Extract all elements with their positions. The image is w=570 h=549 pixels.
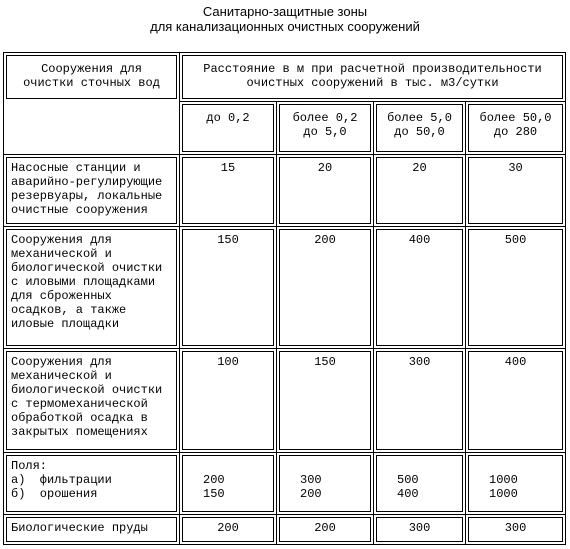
row-text-line: Поля: [11, 459, 48, 473]
subheader-line-2: до 50,0 [394, 125, 445, 139]
value-cell [466, 453, 566, 515]
cell-value: 150 [203, 487, 225, 501]
row-text-line: для сброженных [11, 289, 112, 303]
header-distance-line-2: очистных сооружений в тыс. м3/сутки [246, 76, 499, 90]
row-name-cell [4, 155, 180, 227]
row-text-line: механической и [11, 247, 112, 261]
row-text-line: с иловыми площадками [11, 275, 156, 289]
cell-value: 30 [508, 161, 523, 175]
row-name-cell [4, 227, 180, 349]
row-text-line: закрытых помещениях [11, 425, 148, 439]
value-cell [374, 349, 466, 453]
row-text-line: резервуары, локальные [11, 189, 163, 203]
row-text-line: биологической очистки [11, 383, 163, 397]
row-text-line: а) фильтрации [11, 473, 112, 487]
value-cell [374, 515, 466, 545]
cell-value: 100 [217, 355, 239, 369]
cell-value: 1000 [489, 487, 518, 501]
row-text-line: аварийно-регулирующие [11, 175, 163, 189]
table-row [4, 515, 566, 545]
cell-value: 400 [504, 355, 527, 369]
subheader-cell [277, 102, 374, 155]
row-text-line: с термомеханической [11, 397, 148, 411]
row-text-line: Насосные станции и [11, 161, 141, 175]
cell-value: 200 [203, 473, 225, 487]
value-cell [277, 453, 374, 515]
value-cell [180, 515, 277, 545]
cell-value: 200 [314, 521, 336, 535]
subheader-cell [374, 102, 466, 155]
subheader-line-2: до 5,0 [303, 125, 347, 139]
subheader-cell [466, 102, 566, 155]
table-row [4, 453, 566, 515]
table-row [4, 349, 566, 453]
table-row [4, 227, 566, 349]
row-text-line: Сооружения для [11, 233, 112, 247]
title-line-1: Санитарно-защитные зоны [202, 4, 368, 19]
value-cell [180, 155, 277, 227]
row-text-line: очистные сооружения [11, 203, 148, 217]
cell-value: 200 [217, 521, 239, 535]
row-name-cell [4, 515, 180, 545]
value-cell [374, 227, 466, 349]
row-text-line: биологической очистки [11, 261, 163, 275]
value-cell [466, 227, 566, 349]
row-text-line: Биологические пруды [11, 521, 148, 535]
cell-value: 20 [412, 161, 427, 175]
value-cell [180, 227, 277, 349]
table-row [4, 155, 566, 227]
cell-value: 150 [314, 355, 336, 369]
header-row [4, 53, 566, 102]
cell-value: 300 [300, 473, 322, 487]
value-cell [466, 155, 566, 227]
header-object-line-1: Сооружения для [41, 62, 142, 76]
cell-value: 300 [408, 521, 431, 535]
cell-value [489, 459, 558, 473]
header-distance-cell [180, 53, 566, 102]
cell-value [300, 459, 366, 473]
row-text-line: иловые площадки [11, 317, 120, 331]
sanitary-zones-table [3, 52, 566, 545]
cell-value: 1000 [489, 473, 518, 487]
cell-value: 300 [504, 521, 527, 535]
cell-value: 500 [397, 473, 419, 487]
cell-value: 500 [504, 233, 527, 247]
row-text-line: обработкой осадка в [11, 411, 148, 425]
header-object-cell [4, 53, 180, 155]
row-name-cell [4, 349, 180, 453]
cell-value: 200 [314, 233, 336, 247]
value-cell [277, 515, 374, 545]
value-cell [466, 515, 566, 545]
cell-value [203, 459, 269, 473]
value-cell [277, 155, 374, 227]
value-cell [277, 349, 374, 453]
cell-value: 20 [317, 161, 333, 175]
value-cell [277, 227, 374, 349]
subheader-line-1: более 50,0 [479, 111, 552, 125]
cell-value: 400 [408, 233, 431, 247]
title-line-2: для канализационных очистных сооружений [150, 19, 420, 34]
row-text-line: б) орошения [11, 487, 98, 501]
document-title [0, 4, 570, 34]
cell-value: 300 [408, 355, 431, 369]
subheader-line-1: более 0,2 [292, 111, 358, 125]
cell-value: 400 [397, 487, 419, 501]
header-object-line-2: очистки сточных вод [23, 76, 160, 90]
row-name-cell [4, 453, 180, 515]
header-distance-line-1: Расстояние в м при расчетной производительности [203, 62, 542, 76]
subheader-line-1: до 0,2 [206, 111, 250, 125]
value-cell [466, 349, 566, 453]
cell-value: 15 [220, 161, 236, 175]
value-cell [180, 349, 277, 453]
value-cell [180, 453, 277, 515]
row-text-line: механической и [11, 369, 112, 383]
cell-value: 150 [217, 233, 239, 247]
subheader-line-1: более 5,0 [387, 111, 452, 125]
cell-value [397, 459, 458, 473]
value-cell [374, 453, 466, 515]
row-text-line: осадков, а также [11, 303, 127, 317]
value-cell [374, 155, 466, 227]
row-text-line: Сооружения для [11, 355, 112, 369]
subheader-cell [180, 102, 277, 155]
subheader-line-2: до 280 [493, 125, 538, 139]
cell-value: 200 [300, 487, 322, 501]
